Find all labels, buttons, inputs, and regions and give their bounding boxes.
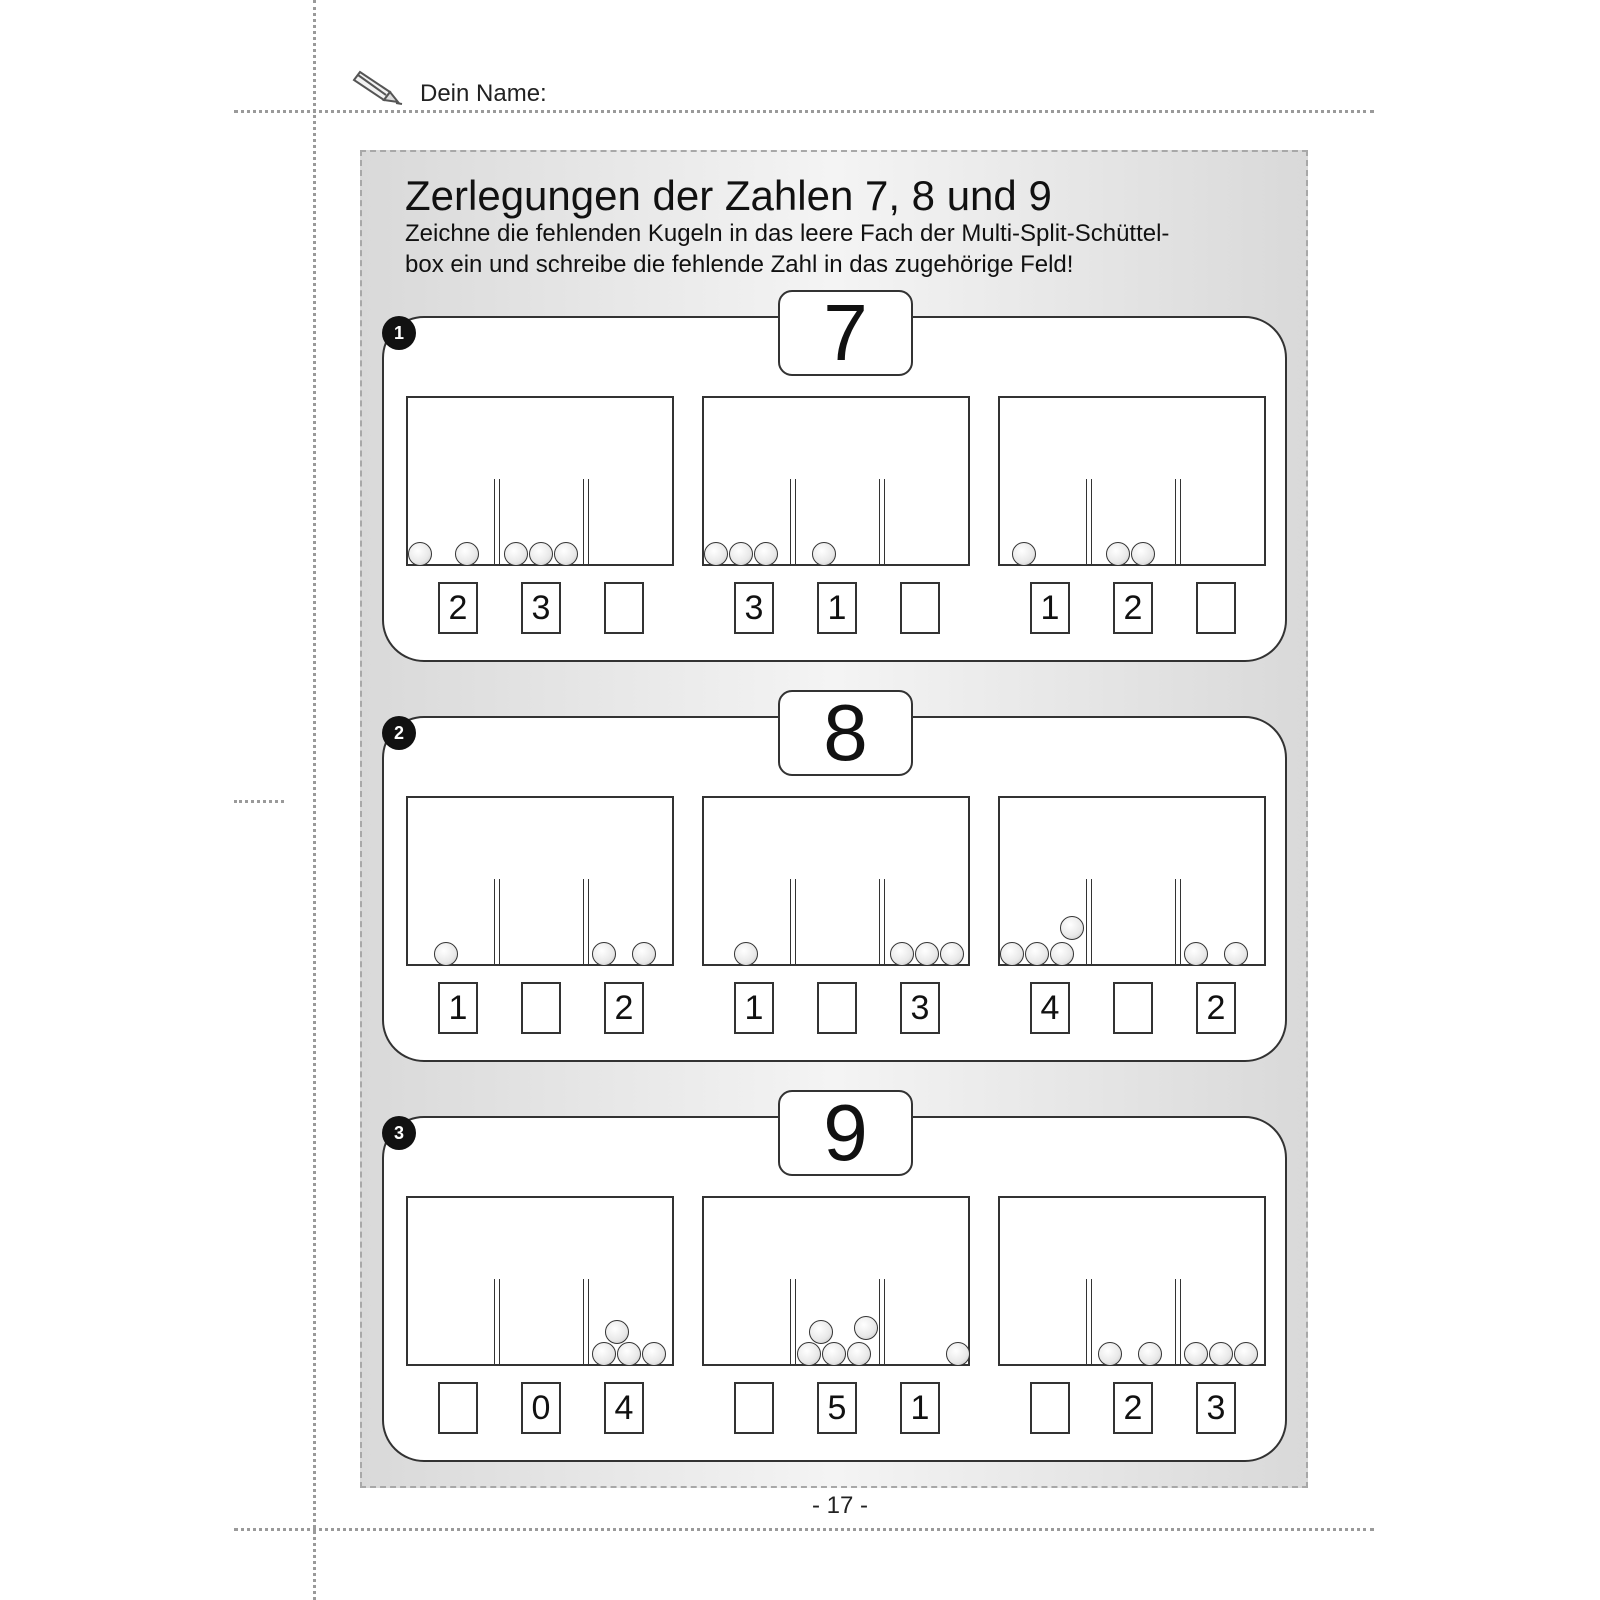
instruction-line-2: box ein und schreibe die fehlende Zahl in das zugehörige Feld! xyxy=(405,251,1074,278)
answer-field[interactable]: 4 xyxy=(1030,982,1070,1034)
split-box xyxy=(998,1196,1266,1366)
page-number: - 17 - xyxy=(811,1492,868,1519)
split-box xyxy=(702,1196,970,1366)
ball xyxy=(1131,542,1155,566)
box-divider xyxy=(1086,879,1092,964)
name-label: Dein Name: xyxy=(420,80,547,107)
ball xyxy=(890,942,914,966)
ball xyxy=(632,942,656,966)
ball xyxy=(754,542,778,566)
box-divider xyxy=(790,479,796,564)
box-divider xyxy=(583,879,589,964)
ball xyxy=(1209,1342,1233,1366)
box-divider xyxy=(1175,1279,1181,1364)
ball xyxy=(729,542,753,566)
split-box xyxy=(406,1196,674,1366)
ball xyxy=(1184,1342,1208,1366)
ball xyxy=(1138,1342,1162,1366)
ball xyxy=(704,542,728,566)
answer-field[interactable]: 2 xyxy=(1113,582,1153,634)
ball xyxy=(554,542,578,566)
split-box xyxy=(998,796,1266,966)
target-number-2: 8 xyxy=(778,690,913,776)
answer-field[interactable]: 0 xyxy=(521,1382,561,1434)
answer-field[interactable] xyxy=(900,582,940,634)
cut-guide-left xyxy=(313,0,316,1600)
ball xyxy=(940,942,964,966)
target-number-1: 7 xyxy=(778,290,913,376)
box-divider xyxy=(1175,879,1181,964)
split-box xyxy=(702,396,970,566)
answer-field[interactable] xyxy=(1113,982,1153,1034)
ball xyxy=(812,542,836,566)
ball xyxy=(1060,916,1084,940)
answer-field[interactable] xyxy=(734,1382,774,1434)
cut-guide-bottom xyxy=(234,1528,1374,1531)
ball xyxy=(1050,942,1074,966)
exercise-badge-3: 3 xyxy=(382,1116,416,1150)
ball xyxy=(822,1342,846,1366)
answer-field[interactable]: 3 xyxy=(734,582,774,634)
answer-field[interactable]: 1 xyxy=(900,1382,940,1434)
answer-field[interactable]: 1 xyxy=(817,582,857,634)
box-divider xyxy=(790,879,796,964)
worksheet-title: Zerlegungen der Zahlen 7, 8 und 9 xyxy=(405,172,1052,219)
answer-field[interactable] xyxy=(817,982,857,1034)
box-divider xyxy=(583,479,589,564)
box-divider xyxy=(1175,479,1181,564)
box-divider xyxy=(583,1279,589,1364)
answer-field[interactable]: 2 xyxy=(438,582,478,634)
box-divider xyxy=(879,1279,885,1364)
box-divider xyxy=(790,1279,796,1364)
ball xyxy=(1234,1342,1258,1366)
instruction-line-1: Zeichne die fehlenden Kugeln in das leere Fach der Multi-Split-Schüttel- xyxy=(405,220,1170,247)
ball xyxy=(1000,942,1024,966)
ball xyxy=(1106,542,1130,566)
answer-field[interactable]: 1 xyxy=(1030,582,1070,634)
exercise-badge-1: 1 xyxy=(382,316,416,350)
answer-field[interactable]: 3 xyxy=(900,982,940,1034)
ball xyxy=(847,1342,871,1366)
split-box xyxy=(998,396,1266,566)
answer-field[interactable]: 1 xyxy=(734,982,774,1034)
ball xyxy=(1098,1342,1122,1366)
ball xyxy=(529,542,553,566)
answer-field[interactable]: 2 xyxy=(1113,1382,1153,1434)
answer-field[interactable] xyxy=(604,582,644,634)
answer-field[interactable]: 2 xyxy=(604,982,644,1034)
ball xyxy=(455,542,479,566)
exercise-badge-2: 2 xyxy=(382,716,416,750)
answer-field[interactable]: 1 xyxy=(438,982,478,1034)
ball xyxy=(592,942,616,966)
cut-guide-top xyxy=(234,110,1374,113)
box-divider xyxy=(1086,479,1092,564)
ball xyxy=(1224,942,1248,966)
ball xyxy=(797,1342,821,1366)
fold-mark xyxy=(234,800,284,803)
ball xyxy=(592,1342,616,1366)
answer-field[interactable]: 3 xyxy=(521,582,561,634)
ball xyxy=(408,542,432,566)
ball xyxy=(617,1342,641,1366)
box-divider xyxy=(879,879,885,964)
ball xyxy=(504,542,528,566)
box-divider xyxy=(494,479,500,564)
ball xyxy=(434,942,458,966)
answer-field[interactable]: 4 xyxy=(604,1382,644,1434)
answer-field[interactable]: 2 xyxy=(1196,982,1236,1034)
answer-field[interactable] xyxy=(1030,1382,1070,1434)
answer-field[interactable] xyxy=(521,982,561,1034)
ball xyxy=(915,942,939,966)
ball xyxy=(642,1342,666,1366)
ball xyxy=(1012,542,1036,566)
split-box xyxy=(406,796,674,966)
ball xyxy=(734,942,758,966)
ball xyxy=(1025,942,1049,966)
split-box xyxy=(702,796,970,966)
pencil-icon xyxy=(350,70,404,106)
ball xyxy=(1184,942,1208,966)
ball xyxy=(809,1320,833,1344)
split-box xyxy=(406,396,674,566)
ball xyxy=(854,1316,878,1340)
box-divider xyxy=(879,479,885,564)
ball xyxy=(605,1320,629,1344)
box-divider xyxy=(494,1279,500,1364)
box-divider xyxy=(1086,1279,1092,1364)
box-divider xyxy=(494,879,500,964)
answer-field[interactable]: 3 xyxy=(1196,1382,1236,1434)
target-number-3: 9 xyxy=(778,1090,913,1176)
answer-field[interactable] xyxy=(1196,582,1236,634)
ball xyxy=(946,1342,970,1366)
answer-field[interactable]: 5 xyxy=(817,1382,857,1434)
name-input-area[interactable] xyxy=(550,78,1350,108)
answer-field[interactable] xyxy=(438,1382,478,1434)
